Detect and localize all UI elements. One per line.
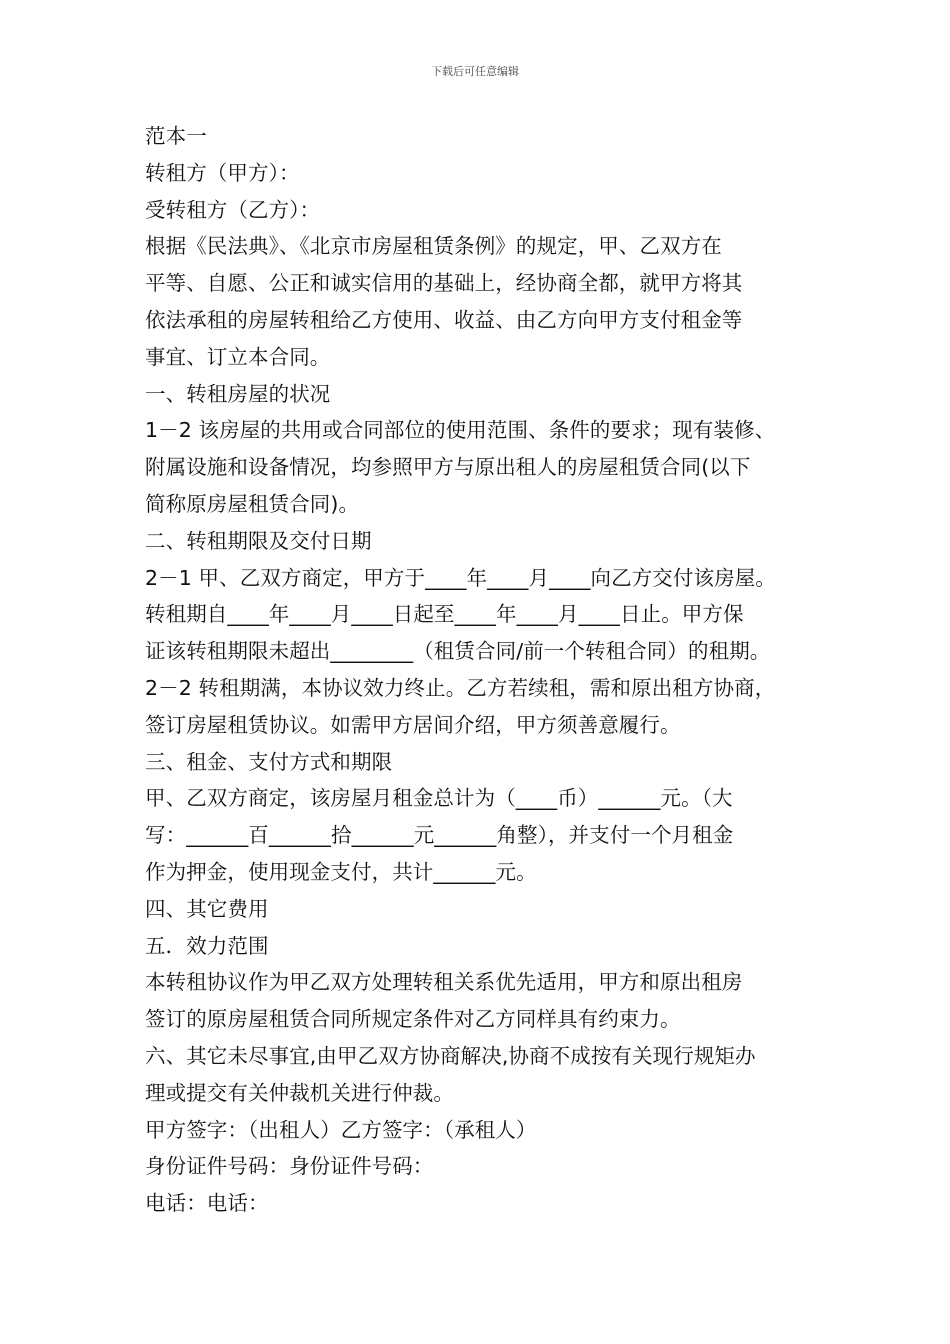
- party-a-line: 转租方（甲方）：: [145, 160, 300, 185]
- section-heading: 一、转租房屋的状况: [145, 381, 331, 406]
- id-number-line: 身份证件号码：身份证件号码：: [145, 1154, 434, 1179]
- paragraph-line: 签订的原房屋租赁合同所规定条件对乙方同样具有约束力。: [145, 1007, 681, 1032]
- document-body: [145, 118, 815, 1222]
- paragraph-line: 证该转租期限未超出________（租赁合同/前一个转租合同）的租期。: [145, 639, 771, 664]
- section-heading: 五．效力范围: [145, 933, 269, 958]
- paragraph-line: 甲、乙双方商定，该房屋月租金总计为（____币）______元。（大: [145, 786, 733, 811]
- paragraph-line: 本转租协议作为甲乙双方处理转租关系优先适用，甲方和原出租房: [145, 970, 743, 995]
- paragraph-line: 写：______百______拾______元______角整），并支付一个月租金: [145, 823, 734, 848]
- page-header: 下载后可任意编辑: [431, 65, 519, 78]
- paragraph-line: 附属设施和设备情况，均参照甲方与原出租人的房屋租赁合同(以下: [145, 455, 751, 480]
- section-heading: 二、转租期限及交付日期: [145, 528, 372, 553]
- paragraph-line: 2－2 转租期满，本协议效力终止。乙方若续租，需和原出租方协商，: [145, 675, 776, 700]
- phone-line: 电话：电话：: [145, 1191, 269, 1216]
- paragraph-line: 签订房屋租赁协议。如需甲方居间介绍，甲方须善意履行。: [145, 712, 681, 737]
- paragraph-line: 理或提交有关仲裁机关进行仲裁。: [145, 1080, 454, 1105]
- paragraph-line: 简称原房屋租赁合同)。: [145, 491, 360, 516]
- section-heading: 三、租金、支付方式和期限: [145, 749, 393, 774]
- section-heading: 四、其它费用: [145, 896, 269, 921]
- paragraph-line: 1－2 该房屋的共用或合同部位的使用范围、条件的要求；现有装修、: [145, 418, 776, 443]
- paragraph-line: 作为押金，使用现金支付，共计______元。: [145, 859, 537, 884]
- section-title: 范本一: [145, 124, 207, 148]
- paragraph-line: 平等、自愿、公正和诚实信用的基础上，经协商全都，就甲方将其: [145, 271, 743, 296]
- party-b-line: 受转租方（乙方）：: [145, 197, 321, 222]
- paragraph-line: 2－1 甲、乙双方商定，甲方于____年____月____向乙方交付该房屋。: [145, 565, 776, 590]
- paragraph-line: 六、其它未尽事宜,由甲乙双方协商解决,协商不成按有关现行规矩办: [145, 1043, 756, 1068]
- paragraph-line: 根据《民法典》、《北京市房屋租赁条例》的规定，甲、乙双方在: [145, 234, 722, 259]
- paragraph-line: 转租期自____年____月____日起至____年____月____日止。甲方保: [145, 602, 744, 627]
- paragraph-line: 依法承租的房屋转租给乙方使用、收益、由乙方向甲方支付租金等: [145, 307, 743, 332]
- paragraph-line: 事宜、订立本合同。: [145, 344, 331, 369]
- signature-line: 甲方签字：（出租人）乙方签字：（承租人）: [145, 1117, 537, 1142]
